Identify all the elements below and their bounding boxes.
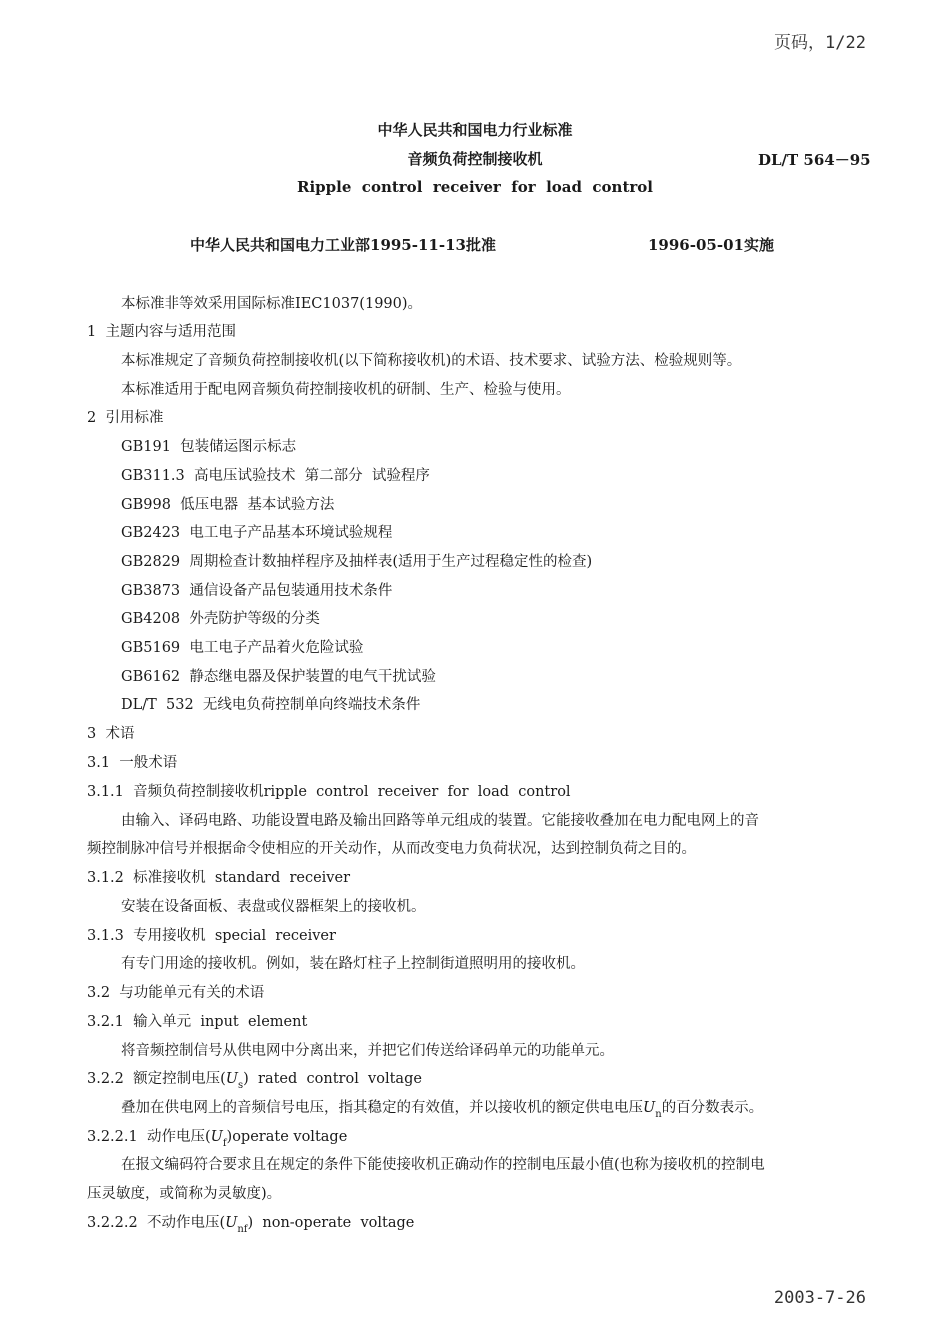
heading-text: 3.2.2.2 不动作电压( [87, 1215, 226, 1231]
voltage-subscript: s [238, 1080, 244, 1091]
section-1-paragraph-1: 本标准规定了音频负荷控制接收机(以下简称接收机)的术语、技术要求、试验方法、检验规则等。 [121, 353, 742, 369]
reference-item: GB191 包装储运图示标志 [121, 439, 297, 455]
section-3-2-2-2-heading [87, 1211, 414, 1235]
footer-date: 2003-7-26 [773, 1288, 866, 1308]
english-title: Ripple control receiver for load control [296, 178, 653, 196]
document-title-line1: 中华人民共和国电力行业标准 [377, 121, 573, 139]
reference-item: GB998 低压电器 基本试验方法 [121, 497, 335, 513]
section-3-1-3-heading: 3.1.3 专用接收机 special receiver [87, 928, 336, 944]
heading-text: )operate voltage [226, 1129, 348, 1145]
intro-paragraph: 本标准非等效采用国际标准IEC1037(1990)。 [121, 296, 423, 312]
section-3-2-1-paragraph: 将音频控制信号从供电网中分离出来，并把它们传送给译码单元的功能单元。 [121, 1043, 614, 1059]
voltage-subscript: nf [237, 1224, 248, 1235]
reference-item: GB4208 外壳防护等级的分类 [121, 611, 320, 627]
section-1-paragraph-2: 本标准适用于配电网音频负荷控制接收机的研制、生产、检验与使用。 [121, 382, 571, 398]
heading-text: ) rated control voltage [243, 1071, 422, 1087]
voltage-symbol: U [225, 1071, 239, 1087]
voltage-subscript: n [655, 1109, 662, 1120]
reference-item: GB3873 通信设备产品包装通用技术条件 [121, 583, 393, 599]
section-3-1-2-paragraph: 安装在设备面板、表盘或仪器框架上的接收机。 [121, 899, 426, 915]
section-3-2-2-heading [87, 1067, 422, 1091]
effective-date: 1996-05-01实施 [648, 236, 774, 254]
voltage-symbol: U [210, 1129, 223, 1145]
page-number: 页码，1/22 [774, 33, 866, 53]
section-3-2-2-paragraph [121, 1096, 763, 1120]
section-3-2-2-1-paragraph-line-1: 在报文编码符合要求且在规定的条件下能使接收机正确动作的控制电压最小值(也称为接收机的控制电 [121, 1157, 765, 1173]
reference-item: GB6162 静态继电器及保护装置的电气干扰试验 [121, 669, 436, 685]
paragraph-text: 叠加在供电网上的音频信号电压，指其稳定的有效值，并以接收机的额定供电电压 [121, 1100, 643, 1116]
voltage-symbol: U [225, 1215, 238, 1231]
standard-code: DL/T 564－95 [758, 151, 871, 169]
section-3-1-1-heading: 3.1.1 音频负荷控制接收机ripple control receiver for load control [87, 784, 571, 800]
section-3-2-2-1-heading [87, 1125, 347, 1149]
reference-item: GB2829 周期检查计数抽样程序及抽样表(适用于生产过程稳定性的检查) [121, 554, 593, 570]
approval-line: 中华人民共和国电力工业部1995-11-13批准 [190, 236, 496, 254]
heading-text: 3.2.2.1 动作电压( [87, 1129, 211, 1145]
section-3-1-3-paragraph: 有专门用途的接收机。例如，装在路灯柱子上控制街道照明用的接收机。 [121, 956, 585, 972]
section-3-1-2-heading: 3.1.2 标准接收机 standard receiver [87, 870, 350, 886]
reference-item: GB5169 电工电子产品着火危险试验 [121, 640, 364, 656]
heading-text: ) non-operate voltage [247, 1215, 415, 1231]
section-1-heading: 1 主题内容与适用范围 [87, 324, 236, 340]
paragraph-text: 的百分数表示。 [661, 1100, 764, 1116]
voltage-symbol: U [643, 1100, 656, 1116]
section-3-1-1-paragraph-line-1: 由输入、译码电路、功能设置电路及输出回路等单元组成的装置。它能接收叠加在电力配电网上的音 [121, 813, 759, 829]
section-3-heading: 3 术语 [87, 726, 135, 742]
heading-text: 3.2.2 额定控制电压( [87, 1071, 226, 1087]
section-3-2-1-heading: 3.2.1 输入单元 input element [87, 1014, 308, 1030]
section-3-2-heading: 3.2 与功能单元有关的术语 [87, 985, 265, 1001]
section-3-1-heading: 3.1 一般术语 [87, 755, 178, 771]
voltage-subscript: f [222, 1138, 227, 1149]
reference-item: GB311.3 高电压试验技术 第二部分 试验程序 [121, 468, 430, 484]
section-2-heading: 2 引用标准 [87, 410, 164, 426]
section-3-2-2-1-paragraph-line-2: 压灵敏度，或简称为灵敏度)。 [87, 1186, 282, 1202]
section-3-1-1-paragraph-line-2: 频控制脉冲信号并根据命令使相应的开关动作，从而改变电力负荷状况，达到控制负荷之目的。 [87, 841, 696, 857]
document-title-line2: 音频负荷控制接收机 [407, 150, 543, 168]
reference-item: DL/T 532 无线电负荷控制单向终端技术条件 [121, 697, 421, 713]
reference-item: GB2423 电工电子产品基本环境试验规程 [121, 525, 393, 541]
